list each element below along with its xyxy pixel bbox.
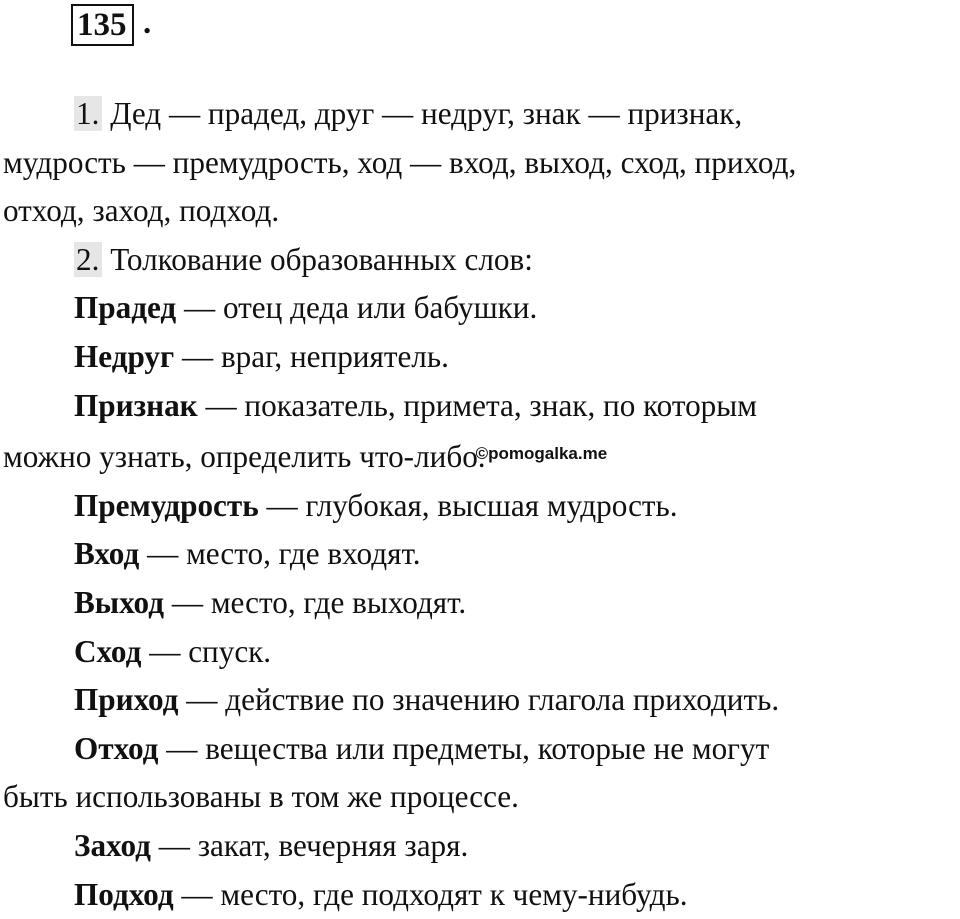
definition-premudrost	[3, 482, 958, 531]
definition-term: Отход	[74, 731, 158, 766]
definition-text: — действие по значению глагола приходить.	[178, 682, 779, 717]
definition-text: — место, где выходят.	[164, 585, 466, 620]
definition-pradet	[3, 284, 958, 333]
definition-text: — глубокая, высшая мудрость.	[259, 488, 678, 523]
definition-prikhod	[3, 676, 958, 725]
item-2-number: 2.	[74, 242, 102, 277]
definition-term: Недруг	[74, 339, 174, 374]
task-number-dot: .	[143, 4, 151, 42]
definition-text: — место, где подходят к чему-нибудь.	[174, 877, 688, 912]
item-1-text-line-1: Дед — прадед, друг — недруг, знак — признак,	[102, 96, 742, 131]
definition-text: — показатель, примета, знак, по которым	[198, 388, 757, 423]
definition-podkhod	[3, 871, 958, 919]
definition-priznak-continued	[3, 430, 958, 482]
definition-term: Вход	[74, 536, 139, 571]
definition-vkhod	[3, 530, 958, 579]
item-2-heading	[3, 236, 958, 285]
item-1-line-2: мудрость — премудрость, ход — вход, выход, сход, приход,	[3, 139, 958, 188]
task-number-box: 135	[71, 4, 134, 46]
definition-text: можно узнать, определить что-либо.	[3, 439, 486, 474]
item-2-heading-text: Толкование образованных слов:	[102, 242, 533, 277]
definition-term: Премудрость	[74, 488, 259, 523]
definition-term: Подход	[74, 877, 174, 912]
item-1-line-1	[3, 90, 958, 139]
definition-text: — место, где входят.	[139, 536, 420, 571]
watermark: ©pomogalka.me	[476, 444, 608, 463]
answer-text	[3, 90, 958, 919]
definition-text: — отец деда или бабушки.	[176, 290, 537, 325]
definition-skhod	[3, 628, 958, 677]
definition-text: — враг, неприятель.	[174, 339, 449, 374]
definition-priznak	[3, 382, 958, 431]
definition-text: — закат, вечерняя заря.	[151, 828, 468, 863]
definition-text: — вещества или предметы, которые не могут	[158, 731, 769, 766]
definition-term: Сход	[74, 634, 141, 669]
definition-vykhod	[3, 579, 958, 628]
item-1-number: 1.	[74, 96, 102, 131]
definition-otkhod-continued: быть использованы в том же процессе.	[3, 773, 958, 822]
definition-term: Выход	[74, 585, 164, 620]
definition-text: — спуск.	[141, 634, 271, 669]
definition-nedrug	[3, 333, 958, 382]
definition-term: Признак	[74, 388, 198, 423]
definition-otkhod	[3, 725, 958, 774]
item-1-line-3: отход, заход, подход.	[3, 187, 958, 236]
definition-term: Прадед	[74, 290, 176, 325]
definition-zakhod	[3, 822, 958, 871]
definition-term: Приход	[74, 682, 178, 717]
definition-term: Заход	[74, 828, 151, 863]
